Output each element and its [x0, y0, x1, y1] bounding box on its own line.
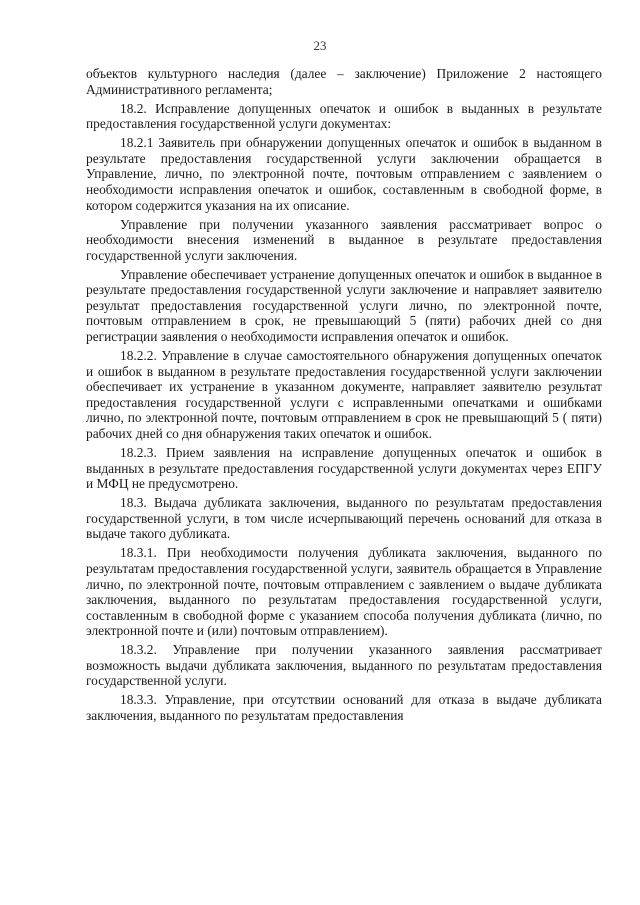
paragraph-continuation: объектов культурного наследия (далее – заключение) Приложение 2 настоящего Административного регламента; — [86, 66, 602, 97]
paragraph-18-3-1: 18.3.1. При необходимости получения дубликата заключения, выданного по результатам предоставления государственной услуги, заявитель обращается в Управление лично, по электронной почте, почтовым отправлением с заявлением о выдаче дубликата заключения, выданного по результатам предоставления государственной услуги, составленным в свободной форме с указанием способа получения дубликата (лично, по электронной почте и (или) почтовым отправлением). — [86, 545, 602, 639]
paragraph-18-2-3: 18.2.3. Прием заявления на исправление допущенных опечаток и ошибок в выданных в результате предоставления государственной услуги документах через ЕПГУ и МФЦ не предусмотрено. — [86, 445, 602, 492]
document-body — [86, 66, 602, 727]
paragraph-18-3: 18.3. Выдача дубликата заключения, выданного по результатам предоставления государственной услуги, в том числе исчерпывающий перечень оснований для отказа в выдаче такого дубликата. — [86, 495, 602, 542]
paragraph-review-request: Управление при получении указанного заявления рассматривает вопрос о необходимости внесения изменений в выданное в результате предоставления государственной услуги заключения. — [86, 216, 602, 263]
page-number: 23 — [313, 38, 327, 53]
paragraph-18-2: 18.2. Исправление допущенных опечаток и ошибок в выданных в результате предоставления государственной услуги документах: — [86, 100, 602, 132]
paragraph-correction-deadline: Управление обеспечивает устранение допущенных опечаток и ошибок в выданное в результате предоставления государственной услуги заключение и направляет заявителю результат предоставления государственной услуги лично, по электронной почте, почтовым отправлением в срок, не превышающий 5 (пяти) рабочих дней со дня регистрации заявления о необходимости исправления опечаток и ошибок. — [86, 266, 602, 345]
paragraph-18-3-3: 18.3.3. Управление, при отсутствии оснований для отказа в выдаче дубликата заключения, выданного по результатам предоставления — [86, 692, 602, 724]
paragraph-18-2-1: 18.2.1 Заявитель при обнаружении допущенных опечаток и ошибок в выданном в результате предоставления государственной услуги заключении обращается в Управление, лично, по электронной почте, почтовым отправлением с заявлением о необходимости исправления опечаток и ошибок, составленным в свободной форме, в котором содержится указания на их описание. — [86, 135, 602, 213]
paragraph-18-3-2: 18.3.2. Управление при получении указанного заявления рассматривает возможность выдачи дубликата заключения, выданного по результатам предоставления государственной услуги. — [86, 642, 602, 689]
paragraph-18-2-2: 18.2.2. Управление в случае самостоятельного обнаружения допущенных опечаток и ошибок в выданном в результате предоставления государственной услуги заключении обеспечивает их устранение в указанном документе, направляет заявителю результат предоставления государственной услуги с исправленными опечатками и ошибками лично, по электронной почте, почтовым отправлением в срок не превышающий 5 ( пяти) рабочих дней со дня обнаружения таких опечаток и ошибок. — [86, 348, 602, 442]
